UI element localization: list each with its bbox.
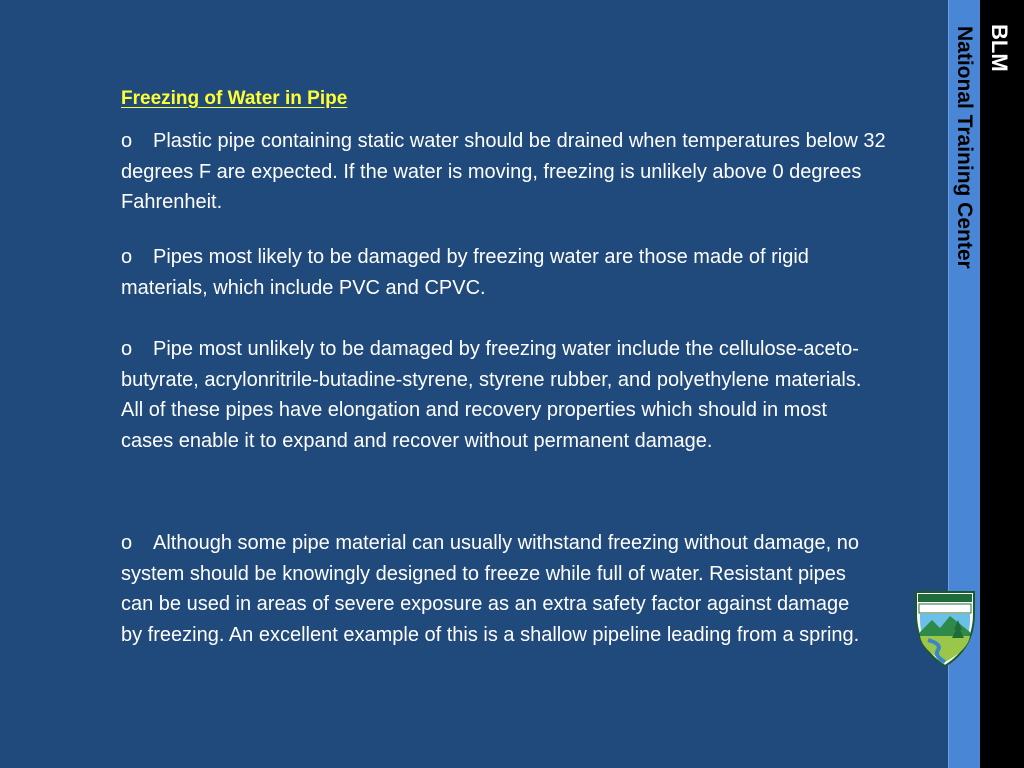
bullet-item (121, 126, 921, 218)
bullet-text: Plastic pipe containing static water should be drained when temperatures below 32 degrees F are expected. If the water is moving, freezing is unlikely above 0 degrees Fahrenheit. (121, 130, 886, 213)
bullet-marker: o (121, 532, 133, 554)
bullet-marker: o (121, 130, 133, 152)
bullet-text: Pipes most likely to be damaged by freezing water are those made of rigid materials, which include PVC and CPVC. (121, 246, 809, 299)
bullet-item (121, 242, 881, 303)
center-label: National Training Center (953, 26, 976, 269)
bullet-text: Although some pipe material can usually withstand freezing without damage, no system should be knowingly designed to freeze while full of water. Resistant pipes can be used in areas of severe exposure as an extra safety factor against damage by freezing. An excellent example of this is a shallow pipeline leading from a spring. (121, 532, 860, 646)
bullet-marker: o (121, 338, 133, 360)
bullet-item (121, 528, 873, 650)
blm-shield-logo-icon (914, 590, 976, 668)
bullet-item (121, 334, 873, 456)
bullet-marker: o (121, 246, 133, 268)
org-label: BLM (987, 24, 1012, 72)
bullet-text: Pipe most unlikely to be damaged by freezing water include the cellulose-aceto-butyrate, acrylonritrile-butadine-styrene, styrene rubber, and polyethylene materials. All of these pipes have elongation and recovery properties which should in most cases enable it to expand and recover without permanent damage. (121, 338, 862, 452)
slide-title: Freezing of Water in Pipe (121, 88, 348, 109)
